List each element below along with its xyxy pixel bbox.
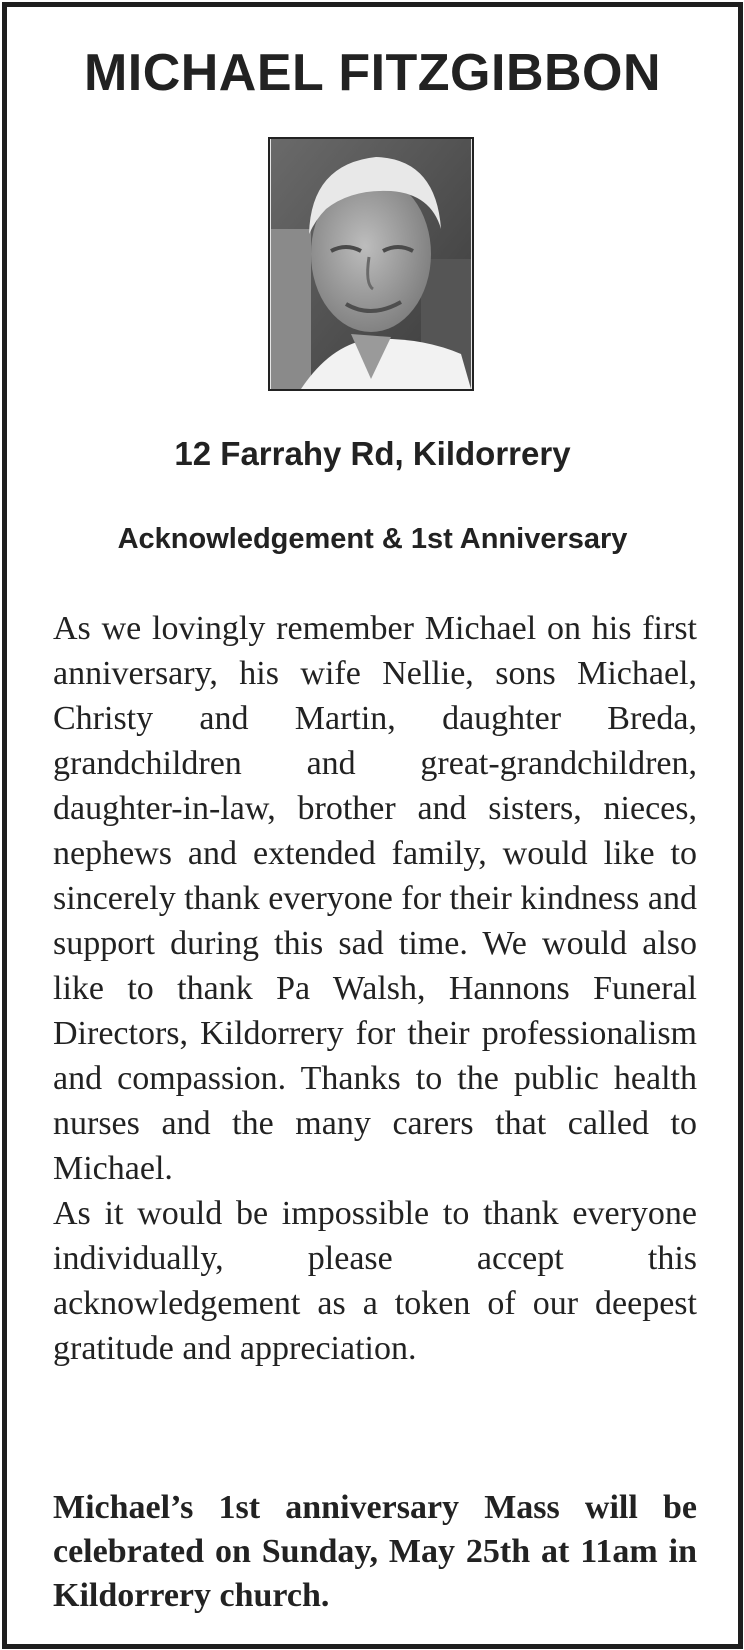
notice-body [53, 606, 697, 1371]
death-notice [2, 2, 743, 1649]
address: 12 Farrahy Rd, Kildorrery [174, 435, 571, 472]
portrait-image [270, 139, 472, 389]
portrait-photo [268, 137, 474, 391]
gratitude-paragraph: As it would be impossible to thank everyone individually, please accept this acknowledgement as a token of our deepest gratitude and appreciation. [53, 1195, 697, 1367]
notice-subtitle: Acknowledgement & 1st Anniversary [117, 523, 628, 555]
acknowledgement-paragraph: As we lovingly remember Michael on his first anniversary, his wife Nellie, sons Michael, Christy and Martin, daughter Breda, grandchildren and great-grandchildren, daughter-in-law, brother and sisters, nieces, nephews and extended family, would like to sincerely thank everyone for their kindness and support during this sad time. We would also like to thank Pa Walsh, Hannons Funeral Directors, Kildorrery for their professionalism and compassion. Thanks to the public health nurses and the many carers that called to Michael. [53, 610, 697, 1187]
mass-announcement: Michael’s 1st anniversary Mass will be celebrated on Sunday, May 25th at 11am in Kildorrery church. [53, 1489, 697, 1614]
deceased-name: MICHAEL FITZGIBBON [83, 44, 662, 102]
